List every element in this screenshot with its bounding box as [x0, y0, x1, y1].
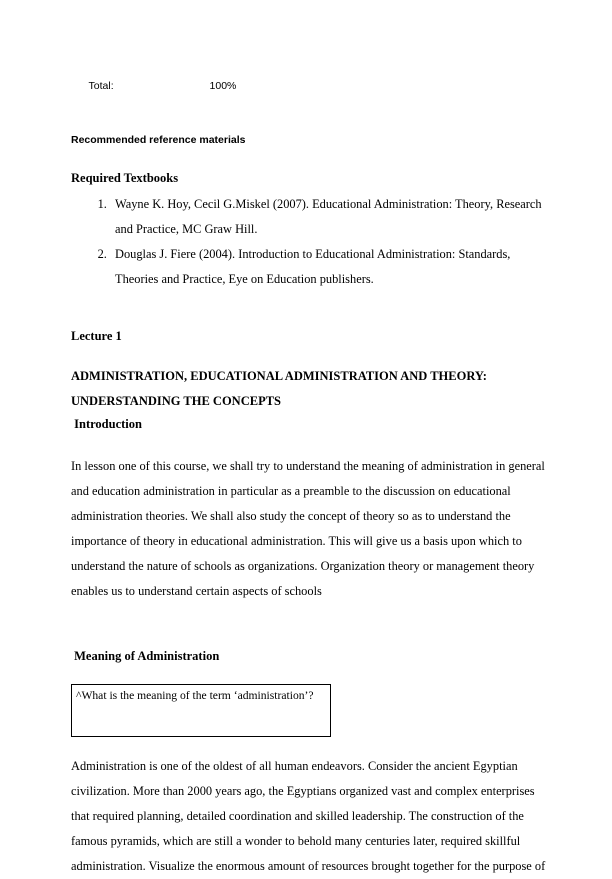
introduction-paragraph: In lesson one of this course, we shall try to understand the meaning of administration in general and education administration in particular as a preamble to the discussion on educational administration theories. We shall also study the concept of theory so as to understand the importance of theory in educational administration. This will give us a basis upon which to understand the nature of schools as organizations. Organization theory or management theory enables us to understand certain aspects of schools	[71, 459, 545, 598]
list-item: 1. Wayne K. Hoy, Cecil G.Miskel (2007). Educational Administration: Theory, Research and Practice, MC Graw Hill.	[110, 192, 553, 242]
meaning-of-administration-heading: Meaning of Administration	[71, 649, 220, 663]
activity-question-text: ^What is the meaning of the term ‘administration’?	[76, 689, 314, 702]
reference-list	[71, 192, 553, 292]
lecture-label: Lecture 1	[71, 329, 122, 343]
total-row	[71, 62, 553, 110]
total-value: 100%	[209, 80, 237, 92]
activity-question-box	[71, 684, 331, 737]
administration-definition-paragraph: Administration is one of the oldest of all human endeavors. Consider the ancient Egyptian civilization. More than 2000 years ago, the Egyptians organized vast and complex enterprises that required planning, detailed coordination and skilled leadership. The construction of the famous pyramids, which are still a wonder to behold many centuries later, required skillful administration. Visualize the enormous amount of resources brought together for the purpose of	[71, 759, 546, 873]
lecture-title: ADMINISTRATION, EDUCATIONAL ADMINISTRATION AND THEORY: UNDERSTANDING THE CONCEPTS	[71, 369, 487, 408]
recommended-reference-materials-heading: Recommended reference materials	[71, 134, 246, 146]
total-label: Total:	[88, 80, 114, 92]
page-content	[71, 62, 553, 879]
list-item: 2. Douglas J. Fiere (2004). Introduction to Educational Administration: Standards, Theories and Practice, Eye on Education publishers.	[110, 242, 553, 292]
required-textbooks-heading: Required Textbooks	[71, 171, 179, 185]
introduction-heading: Introduction	[71, 417, 142, 431]
